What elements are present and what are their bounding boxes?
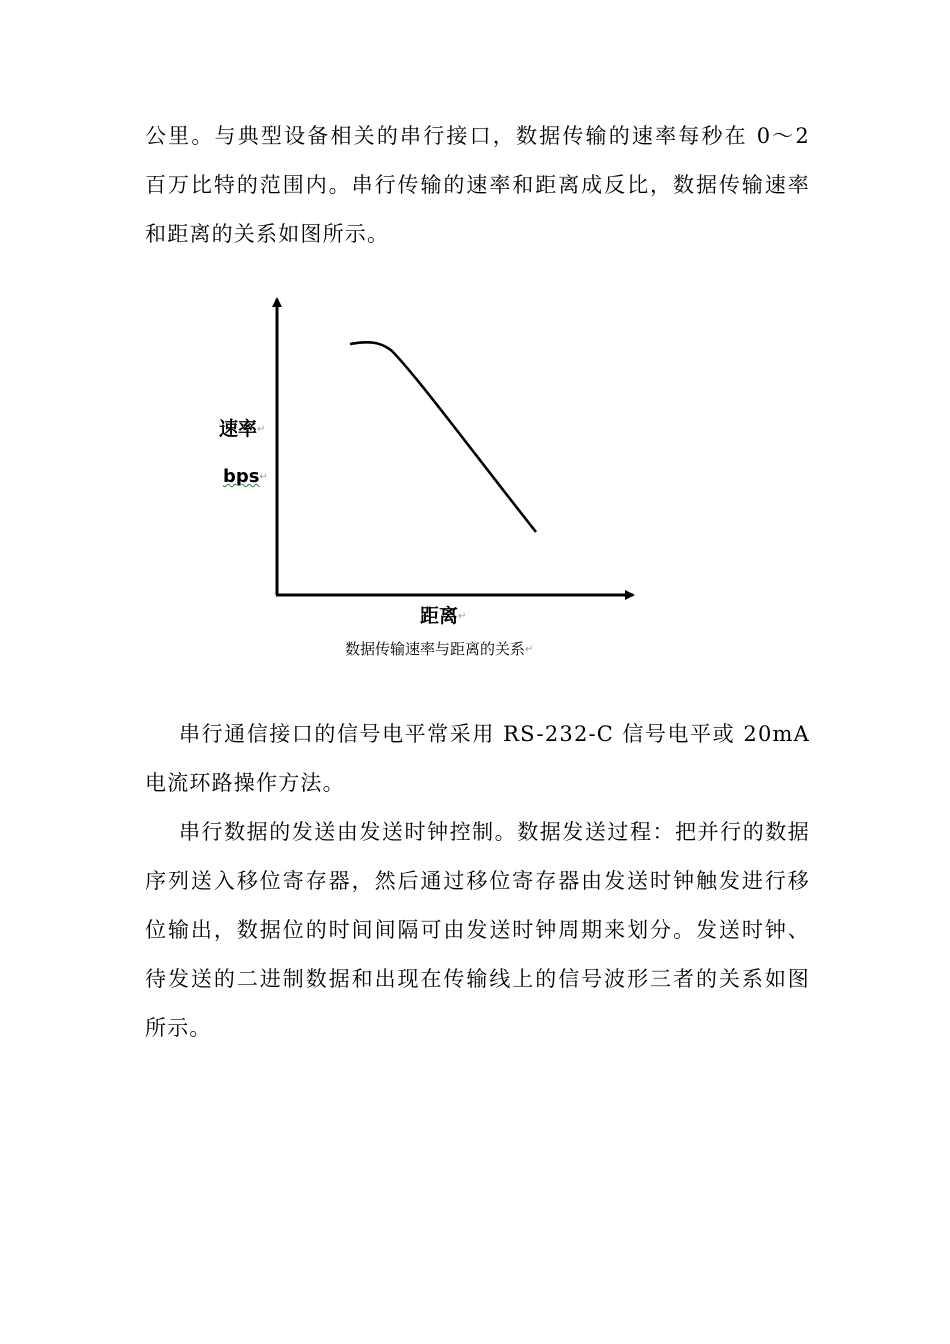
- x-axis-label: 距离↵: [420, 605, 467, 627]
- rate-distance-figure: [205, 285, 655, 675]
- unit-text: bps: [223, 466, 260, 487]
- paragraph-transmission: 串行数据的发送由发送时钟控制。数据发送过程：把并行的数据序列送入移位寄存器，然后通过移位寄存器由发送时钟触发进行移位输出，数据位的时间间隔可由发送时钟周期来划分。发送时钟、待发送的二进制数据和出现在传输线上的信号波形三者的关系如图所示。: [145, 820, 810, 1040]
- figure-caption: 数据传输速率与距离的关系↵: [345, 640, 534, 658]
- paragraph-intro: 公里。与典型设备相关的串行接口，数据传输的速率每秒在 0～2 百万比特的范围内。串行传输的速率和距离成反比，数据传输速率和距离的关系如图所示。: [145, 124, 810, 246]
- paragraph-mark-icon: ↵: [259, 471, 268, 483]
- paragraph-signal-level: 串行通信接口的信号电平常采用 RS-232-C 信号电平或 20mA 电流环路操作方法。: [145, 722, 810, 795]
- paragraph-mark-icon: ↵: [257, 424, 266, 435]
- y-axis-label-unit: [223, 466, 268, 487]
- paragraph-mark-icon: ↵: [458, 611, 467, 622]
- paragraph-mark-icon: ↵: [525, 644, 534, 655]
- rate-curve: [350, 342, 536, 532]
- y-axis-label-rate: 速率↵: [219, 418, 266, 440]
